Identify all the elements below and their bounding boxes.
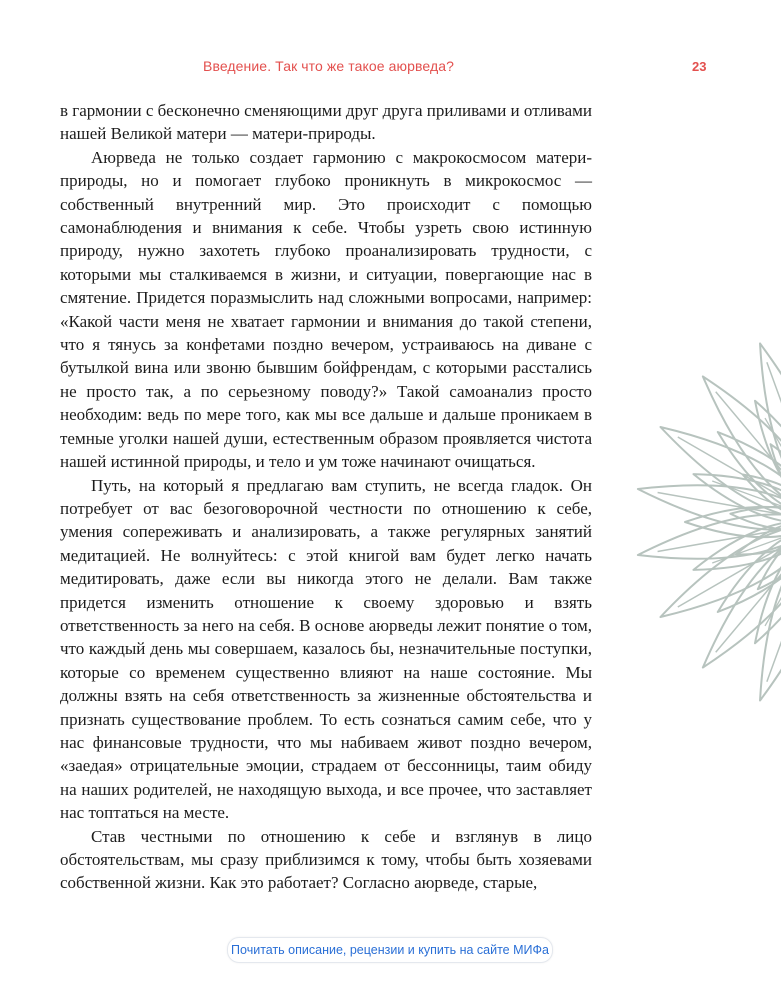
paragraph-4: Став честными по отношению к себе и взглянув в лицо обстоятельствам, мы сразу приблизимся к тому, чтобы быть хозяевами собственной жизни. Как это работает? Согласно аюрведе, старые,: [60, 826, 592, 893]
body-text: [60, 99, 592, 895]
inner-petals: [729, 427, 781, 615]
paragraph-3: Путь, на который я предлагаю вам ступить, не всегда гладок. Он потребует от вас безоговорочной честности по отношению к себе, умения сопереживать и анализировать, а также регулярных занятий медитацией. Не волнуйтесь: с этой книгой вам будет легко начать медитировать, даже если вы никогда этого не делали. Вам также придется изменить отношение к своему здоровью и взять ответственность за него на себя. В основе аюрведы лежит понятие о том, что каждый день мы совершаем, казалось бы, незначительные поступки, которые со временем существенно влияют на наше состояние. Мы должны взять на себя ответственность за жизненные обстоятельства и признать существование проблем. То есть сознаться самим себе, что у нас финансовые трудности, что мы набиваем живот поздно вечером, «заедая» отрицательные эмоции, страдаем от бессонницы, таим обиду на наших родителей, не находящую выхода, и все прочее, что заставляет нас топтаться на месте.: [60, 475, 592, 823]
page-number: 23: [692, 59, 707, 74]
mandala-flower-icon: [620, 322, 781, 722]
running-head: Введение. Так что же такое аюрведа?: [203, 58, 455, 74]
paragraph-1: в гармонии с бесконечно сменяющими друг друга приливами и отливами нашей Великой матери — матери-природы.: [60, 101, 592, 144]
middle-petals: [685, 381, 781, 662]
buy-book-link[interactable]: Почитать описание, рецензии и купить на сайте МИФа: [227, 937, 553, 963]
paragraph-2: Аюрведа не только создает гармонию с макрокосмосом матери-природы, но и помогает глубоко проникнуть в микрокосмос — собственный внутренний мир. Это происходит с помощью самонаблюдения и внимания к себе. Чтобы узреть свою истинную природу, нужно захотеть глубоко проанализировать трудности, с которыми мы сталкиваемся в жизни, и ситуации, повергающие нас в смятение. Придется поразмыслить над сложными вопросами, например: «Какой части меня не хватает гармонии и внимания до такой степени, что я тянусь за конфетами поздно вечером, устраиваюсь на диване с бутылкой вина или звоню бывшим бойфрендам, с которыми расстались не просто так, а по серьезному поводу?» Такой самоанализ просто необходим: ведь по мере того, как мы все дальше и дальше проникаем в темные уголки нашей души, естественным образом проявляется чистота нашей истинной природы, и тело и ум тоже начинают очищаться.: [60, 147, 592, 472]
outer-petals: [635, 332, 781, 712]
